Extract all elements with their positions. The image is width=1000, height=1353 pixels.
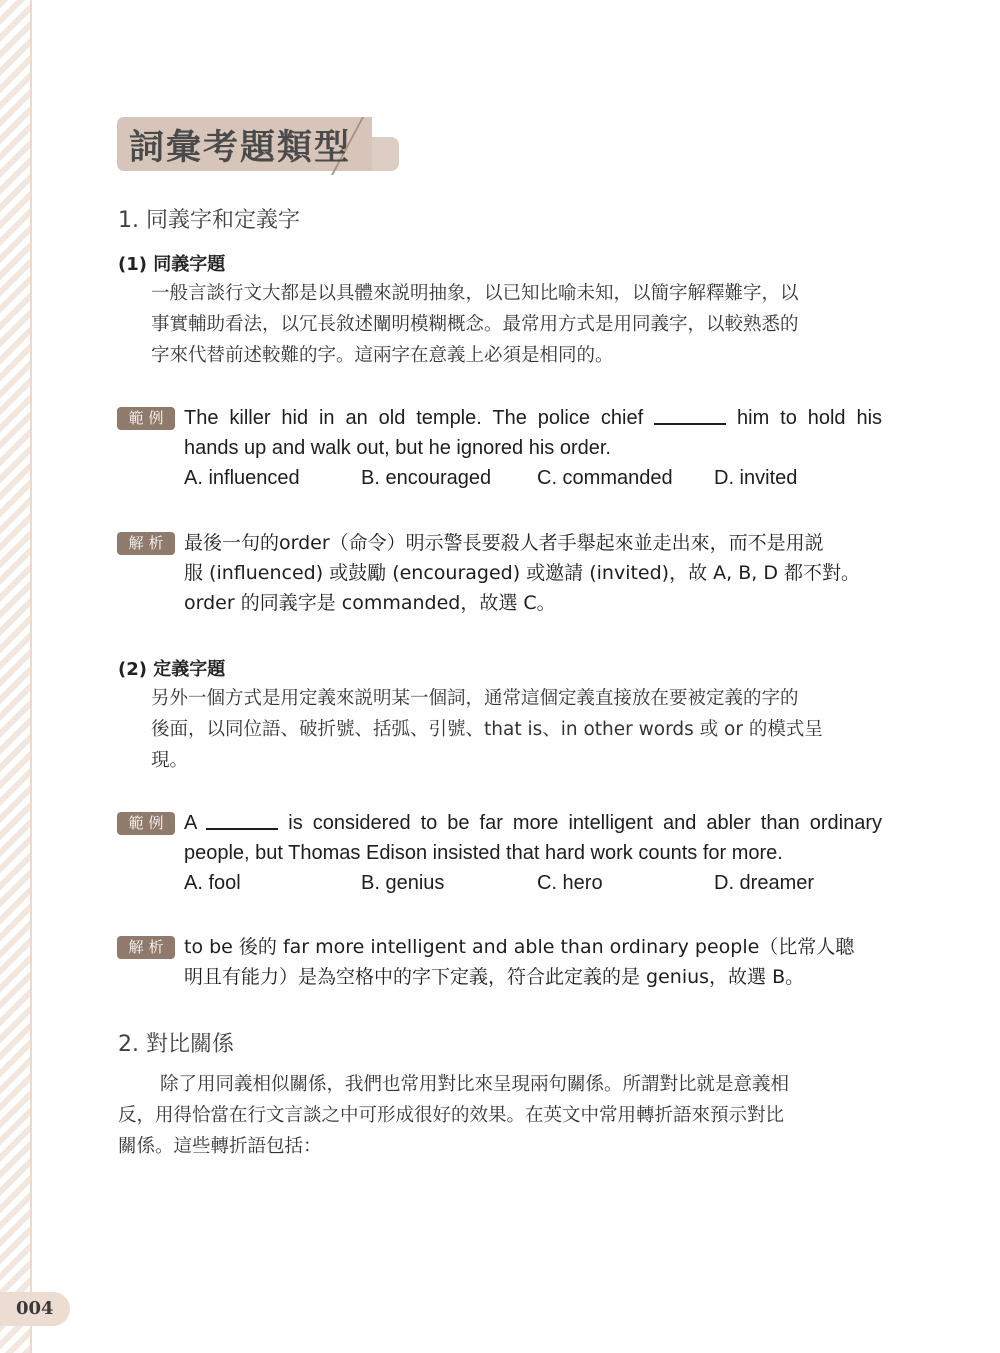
sub1-line: 一般言談行文大都是以具體來説明抽象，以已知比喻未知，以簡字解釋難字，以 — [151, 283, 799, 304]
example1-text-after: him to hold his — [737, 407, 883, 429]
analysis1-line: 服 (influenced) 或鼓勵 (encouraged) 或邀請 (invited)，故 A, B, D 都不對。 — [184, 562, 860, 584]
example1-question — [184, 403, 882, 463]
analysis1-text — [184, 528, 882, 618]
page-title: 詞彙考題類型 — [129, 128, 352, 168]
example2-text-before: A — [184, 812, 197, 834]
sub2-paragraph — [151, 683, 823, 776]
sub2-line: 後面，以同位語、破折號、括弧、引號、that is、in other words 或 or 的模式呈 — [151, 719, 823, 740]
example2-line2: people, but Thomas Edison insisted that hard work counts for more. — [184, 842, 783, 864]
sub1-paragraph — [151, 278, 799, 371]
side-divider-line — [30, 0, 32, 1353]
example2-question — [184, 808, 882, 868]
section2-line: 反，用得恰當在行文言談之中可形成很好的效果。在英文中常用轉折語來預示對比 — [118, 1105, 785, 1126]
section2-paragraph — [118, 1069, 789, 1162]
answer-blank — [206, 810, 278, 830]
analysis-badge: 解析 — [117, 936, 175, 959]
example1-line1 — [184, 403, 882, 433]
section2-heading: 2. 對比關係 — [118, 1032, 234, 1057]
example1-text-before: The killer hid in an old temple. The police chief — [184, 407, 644, 429]
example1-option-c: C. commanded — [537, 467, 673, 489]
answer-blank — [654, 405, 726, 425]
example2-option-c: C. hero — [537, 872, 603, 894]
analysis2-line: 明且有能力）是為空格中的字下定義，符合此定義的是 genius，故選 B。 — [184, 966, 805, 988]
sub2-line: 現。 — [151, 750, 189, 771]
example1-line2: hands up and walk out, but he ignored his order. — [184, 437, 611, 459]
example1-option-a: A. influenced — [184, 467, 300, 489]
example-badge: 範例 — [117, 407, 175, 430]
sub1-line: 字來代替前述較難的字。這兩字在意義上必須是相同的。 — [151, 345, 614, 366]
analysis-badge: 解析 — [117, 532, 175, 555]
section2-line: 除了用同義相似關係，我們也常用對比來呈現兩句關係。所謂對比就是意義相 — [160, 1074, 790, 1095]
section1-heading: 1. 同義字和定義字 — [118, 208, 300, 233]
sub2-heading: (2) 定義字題 — [118, 659, 226, 680]
example2-line1 — [184, 808, 882, 838]
example-badge: 範例 — [117, 812, 175, 835]
example2-option-d: D. dreamer — [714, 872, 815, 894]
sub1-heading: (1) 同義字題 — [118, 254, 226, 275]
side-stripe-decoration — [0, 0, 30, 1353]
title-banner — [117, 117, 399, 171]
analysis1-line: order 的同義字是 commanded，故選 C。 — [184, 592, 556, 614]
example1-option-d: D. invited — [714, 467, 798, 489]
example2-option-a: A. fool — [184, 872, 241, 894]
analysis1-line: 最後一句的order（命令）明示警長要殺人者手舉起來並走出來，而不是用説 — [184, 532, 824, 554]
analysis2-line: to be 後的 far more intelligent and able than ordinary people（比常人聰 — [184, 936, 855, 958]
section2-line: 關係。這些轉折語包括： — [118, 1136, 322, 1157]
sub2-line: 另外一個方式是用定義來説明某一個詞，通常這個定義直接放在要被定義的字的 — [151, 688, 799, 709]
example1-option-b: B. encouraged — [361, 467, 492, 489]
analysis2-text — [184, 932, 882, 992]
example2-option-b: B. genius — [361, 872, 445, 894]
page-number: 004 — [16, 1298, 54, 1319]
example2-text-after: is considered to be far more intelligent and abler than ordinary — [288, 812, 882, 834]
sub1-line: 事實輔助看法，以冗長敘述闡明模糊概念。最常用方式是用同義字，以較熟悉的 — [151, 314, 799, 335]
